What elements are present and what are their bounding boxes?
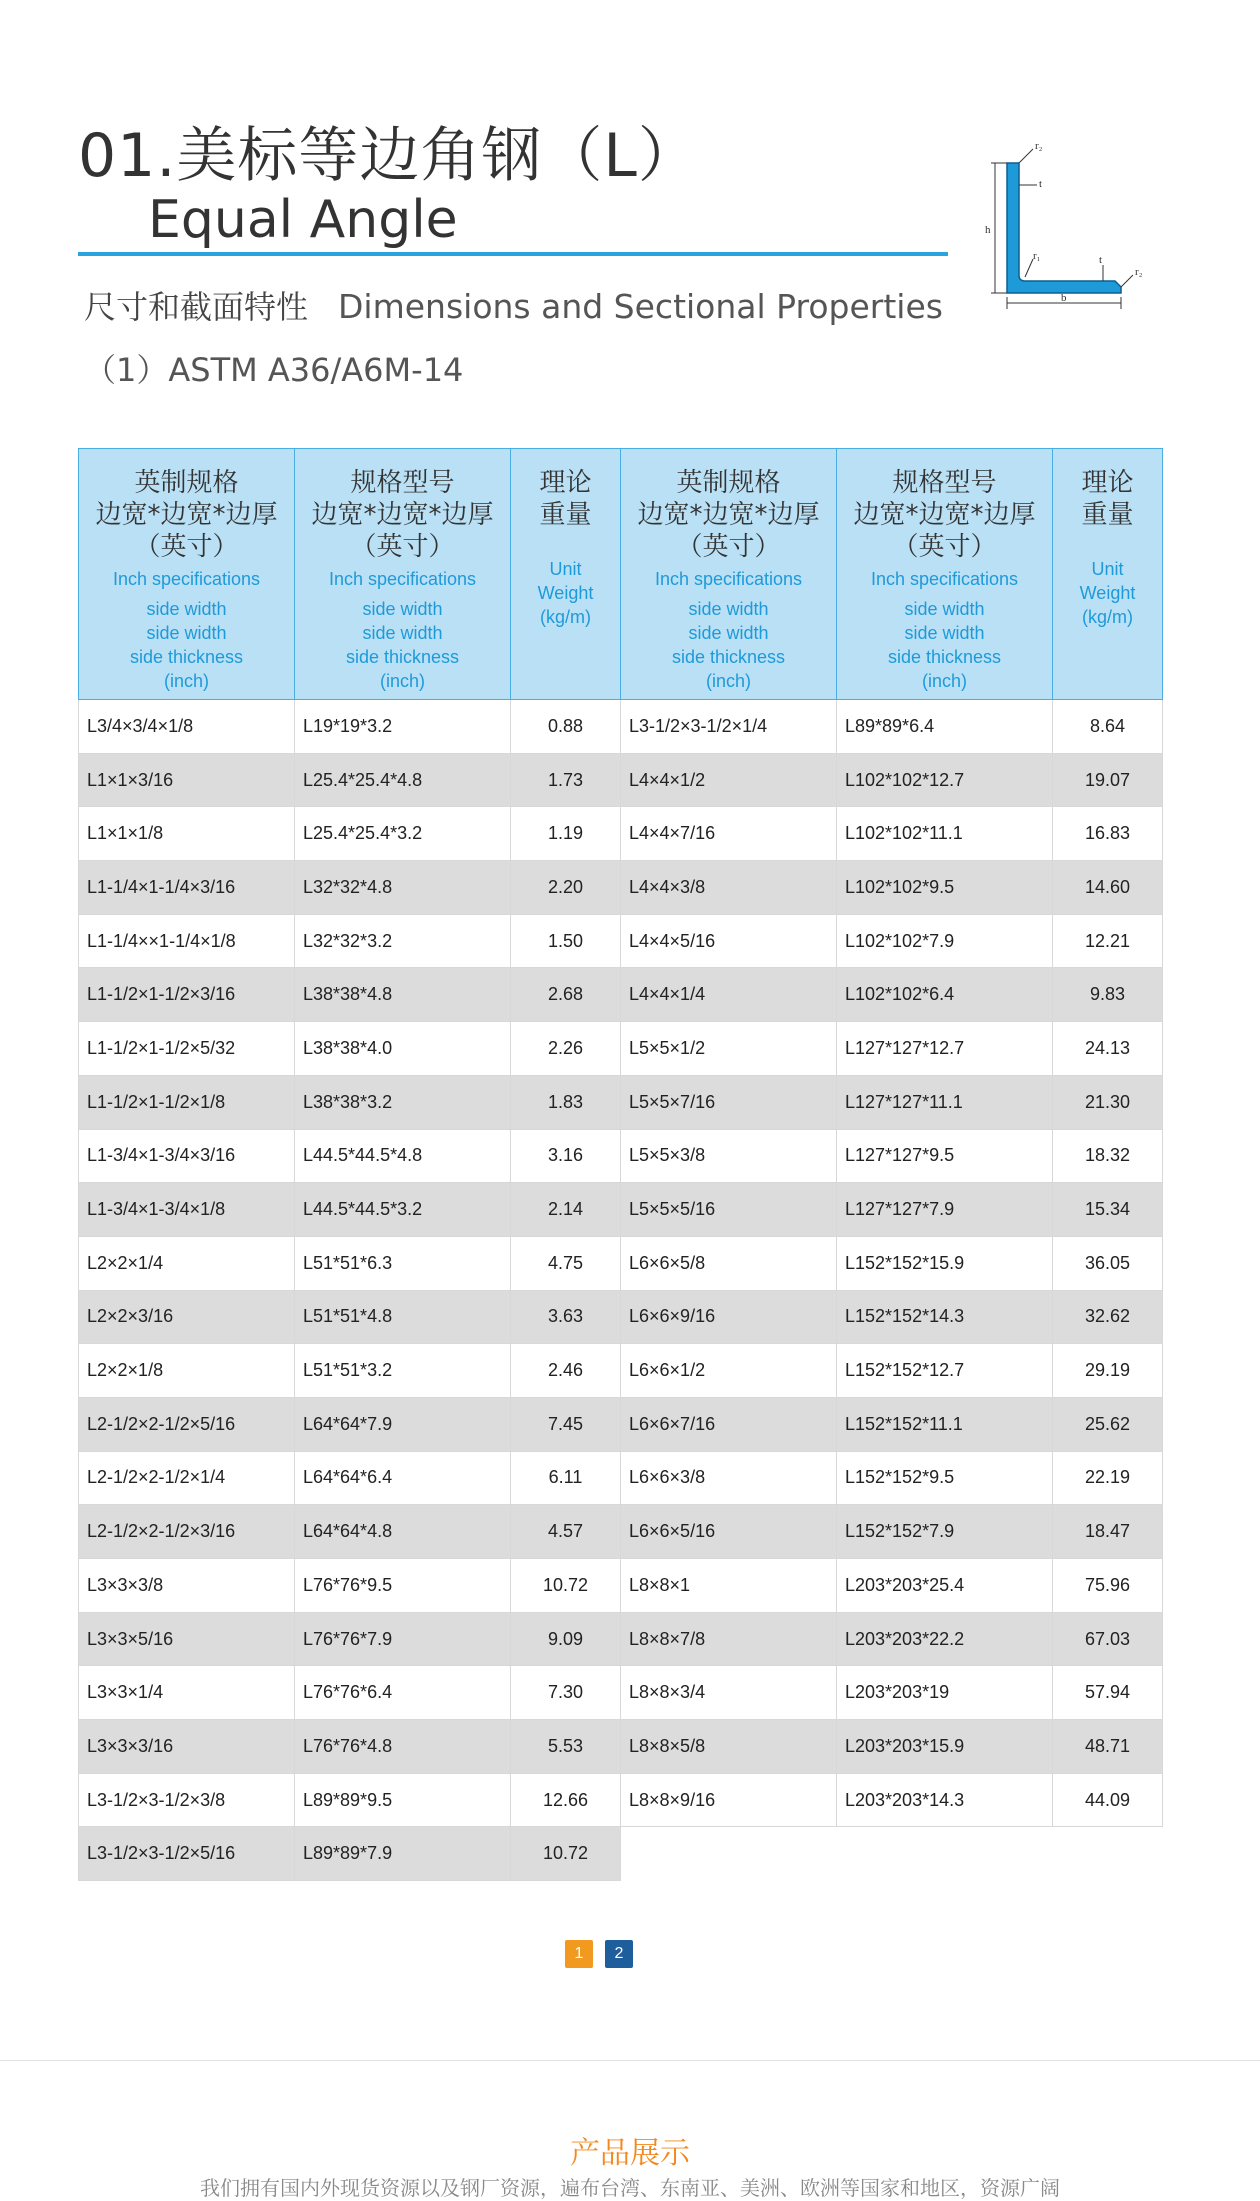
cell-weight: 5.53 <box>511 1720 621 1774</box>
cell-weight: 4.57 <box>511 1505 621 1559</box>
cell-spec: L6×6×7/16 <box>621 1397 837 1451</box>
cell-spec: L5×5×7/16 <box>621 1075 837 1129</box>
cell-spec: L3-1/2×3-1/2×1/4 <box>621 700 837 754</box>
diagram-label-r2: r₂ <box>1035 140 1043 152</box>
page-title-cn: 01.美标等边角钢（L） <box>78 121 699 191</box>
cell-weight: 9.09 <box>511 1612 621 1666</box>
cell-weight: 12.21 <box>1053 914 1163 968</box>
cell-weight: 16.83 <box>1053 807 1163 861</box>
cell-model: L44.5*44.5*3.2 <box>295 1183 511 1237</box>
cell-model: L102*102*7.9 <box>837 914 1053 968</box>
cell-weight: 29.19 <box>1053 1344 1163 1398</box>
cell-weight: 67.03 <box>1053 1612 1163 1666</box>
table-row <box>79 1451 1163 1505</box>
empty-cell <box>837 1827 1053 1881</box>
cell-weight: 36.05 <box>1053 1236 1163 1290</box>
table-row <box>79 1183 1163 1237</box>
table-row <box>79 1827 1163 1881</box>
cell-weight: 1.50 <box>511 914 621 968</box>
section-subtitle <box>84 282 943 328</box>
cell-weight: 19.07 <box>1053 753 1163 807</box>
header-weight: 理论 重量 Unit Weight (kg/m) <box>511 449 621 700</box>
cell-spec: L8×8×9/16 <box>621 1773 837 1827</box>
cell-spec: L8×8×1 <box>621 1559 837 1613</box>
cell-model: L76*76*6.4 <box>295 1666 511 1720</box>
cell-weight: 75.96 <box>1053 1559 1163 1613</box>
cell-spec: L2×2×1/4 <box>79 1236 295 1290</box>
cell-weight: 15.34 <box>1053 1183 1163 1237</box>
cell-weight: 2.14 <box>511 1183 621 1237</box>
cell-spec: L6×6×5/8 <box>621 1236 837 1290</box>
cell-weight: 3.16 <box>511 1129 621 1183</box>
cell-model: L32*32*4.8 <box>295 861 511 915</box>
cell-weight: 1.73 <box>511 753 621 807</box>
cell-model: L19*19*3.2 <box>295 700 511 754</box>
cell-model: L152*152*7.9 <box>837 1505 1053 1559</box>
empty-cell <box>621 1827 837 1881</box>
cell-spec: L8×8×3/4 <box>621 1666 837 1720</box>
table-row <box>79 1236 1163 1290</box>
spec-table <box>78 448 1163 1881</box>
cell-weight: 32.62 <box>1053 1290 1163 1344</box>
cell-weight: 24.13 <box>1053 1022 1163 1076</box>
products-section-title: 产品展示 <box>570 2136 690 2171</box>
cell-weight: 22.19 <box>1053 1451 1163 1505</box>
cell-spec: L1-1/2×1-1/2×3/16 <box>79 968 295 1022</box>
cell-model: L51*51*3.2 <box>295 1344 511 1398</box>
cell-model: L89*89*6.4 <box>837 700 1053 754</box>
cell-model: L76*76*9.5 <box>295 1559 511 1613</box>
cell-model: L127*127*11.1 <box>837 1075 1053 1129</box>
diagram-label-t2: t <box>1099 254 1103 266</box>
cell-model: L64*64*4.8 <box>295 1505 511 1559</box>
table-row <box>79 1612 1163 1666</box>
table-row <box>79 968 1163 1022</box>
cell-spec: L6×6×1/2 <box>621 1344 837 1398</box>
cell-model: L89*89*9.5 <box>295 1773 511 1827</box>
pagination <box>565 1940 633 1968</box>
cell-weight: 1.83 <box>511 1075 621 1129</box>
cell-weight: 1.19 <box>511 807 621 861</box>
cell-weight: 2.68 <box>511 968 621 1022</box>
cell-spec: L4×4×1/4 <box>621 968 837 1022</box>
cell-weight: 12.66 <box>511 1773 621 1827</box>
cell-spec: L3×3×3/16 <box>79 1720 295 1774</box>
table-row <box>79 1344 1163 1398</box>
cell-spec: L3-1/2×3-1/2×3/8 <box>79 1773 295 1827</box>
cell-weight: 2.26 <box>511 1022 621 1076</box>
cell-weight: 10.72 <box>511 1827 621 1881</box>
page-title-en: Equal Angle <box>148 190 458 250</box>
cell-weight: 2.46 <box>511 1344 621 1398</box>
cell-weight: 2.20 <box>511 861 621 915</box>
cell-model: L89*89*7.9 <box>295 1827 511 1881</box>
cell-spec: L8×8×5/8 <box>621 1720 837 1774</box>
cell-model: L102*102*12.7 <box>837 753 1053 807</box>
cell-spec: L3/4×3/4×1/8 <box>79 700 295 754</box>
cell-weight: 57.94 <box>1053 1666 1163 1720</box>
cell-model: L102*102*6.4 <box>837 968 1053 1022</box>
cell-model: L203*203*22.2 <box>837 1612 1053 1666</box>
cell-weight: 7.30 <box>511 1666 621 1720</box>
cell-spec: L6×6×3/8 <box>621 1451 837 1505</box>
cell-spec: L6×6×9/16 <box>621 1290 837 1344</box>
section-subtitle-en: Dimensions and Sectional Properties <box>338 287 943 326</box>
section-subtitle-cn: 尺寸和截面特性 <box>84 288 309 326</box>
cell-model: L152*152*12.7 <box>837 1344 1053 1398</box>
cell-weight: 14.60 <box>1053 861 1163 915</box>
cell-model: L38*38*4.8 <box>295 968 511 1022</box>
cell-spec: L2×2×3/16 <box>79 1290 295 1344</box>
cell-spec: L2-1/2×2-1/2×5/16 <box>79 1397 295 1451</box>
cell-spec: L1-1/4×1-1/4×3/16 <box>79 861 295 915</box>
cell-weight: 18.32 <box>1053 1129 1163 1183</box>
section-divider <box>0 2060 1260 2061</box>
cell-weight: 10.72 <box>511 1559 621 1613</box>
cell-model: L38*38*3.2 <box>295 1075 511 1129</box>
page-1-button[interactable]: 1 <box>565 1940 593 1968</box>
header-inch-spec-2: 英制规格 边宽*边宽*边厚 （英寸） Inch specifications side width side width side thickness (inch) <box>621 449 837 700</box>
cell-weight: 8.64 <box>1053 700 1163 754</box>
cell-spec: L1×1×1/8 <box>79 807 295 861</box>
cell-weight: 6.11 <box>511 1451 621 1505</box>
table-row <box>79 1290 1163 1344</box>
table-row <box>79 914 1163 968</box>
cell-weight: 7.45 <box>511 1397 621 1451</box>
table-header-row <box>79 449 1163 700</box>
table-row <box>79 1773 1163 1827</box>
cell-spec: L1×1×3/16 <box>79 753 295 807</box>
empty-cell <box>1053 1827 1163 1881</box>
cell-spec: L4×4×3/8 <box>621 861 837 915</box>
cell-model: L25.4*25.4*4.8 <box>295 753 511 807</box>
cell-spec: L1-3/4×1-3/4×3/16 <box>79 1129 295 1183</box>
cell-spec: L4×4×7/16 <box>621 807 837 861</box>
diagram-label-r1: r₁ <box>1033 250 1041 262</box>
header-model: 规格型号 边宽*边宽*边厚 （英寸） Inch specifications side width side width side thickness (inch) <box>295 449 511 700</box>
cell-model: L203*203*25.4 <box>837 1559 1053 1613</box>
cell-spec: L8×8×7/8 <box>621 1612 837 1666</box>
cell-model: L25.4*25.4*3.2 <box>295 807 511 861</box>
cell-model: L102*102*9.5 <box>837 861 1053 915</box>
table-row <box>79 1075 1163 1129</box>
table-row <box>79 753 1163 807</box>
cell-spec: L1-1/2×1-1/2×1/8 <box>79 1075 295 1129</box>
cell-spec: L4×4×5/16 <box>621 914 837 968</box>
cell-model: L76*76*7.9 <box>295 1612 511 1666</box>
cell-weight: 44.09 <box>1053 1773 1163 1827</box>
header-inch-spec: 英制规格 边宽*边宽*边厚 （英寸） Inch specifications side width side width side thickness (inch) <box>79 449 295 700</box>
table-row <box>79 1397 1163 1451</box>
table-row <box>79 807 1163 861</box>
cell-model: L102*102*11.1 <box>837 807 1053 861</box>
table-row <box>79 700 1163 754</box>
cell-weight: 48.71 <box>1053 1720 1163 1774</box>
standard-label: （1）ASTM A36/A6M-14 <box>84 351 464 389</box>
cell-model: L64*64*6.4 <box>295 1451 511 1505</box>
cell-spec: L1-1/2×1-1/2×5/32 <box>79 1022 295 1076</box>
diagram-label-h: h <box>985 224 991 236</box>
cell-model: L127*127*9.5 <box>837 1129 1053 1183</box>
cell-model: L203*203*15.9 <box>837 1720 1053 1774</box>
cell-weight: 18.47 <box>1053 1505 1163 1559</box>
cell-model: L51*51*4.8 <box>295 1290 511 1344</box>
cell-weight: 3.63 <box>511 1290 621 1344</box>
cell-spec: L4×4×1/2 <box>621 753 837 807</box>
cell-spec: L5×5×5/16 <box>621 1183 837 1237</box>
title-underline <box>78 252 948 256</box>
table-row <box>79 1559 1163 1613</box>
cell-spec: L3-1/2×3-1/2×5/16 <box>79 1827 295 1881</box>
cell-model: L64*64*7.9 <box>295 1397 511 1451</box>
header-model-2: 规格型号 边宽*边宽*边厚 （英寸） Inch specifications side width side width side thickness (inch) <box>837 449 1053 700</box>
cell-weight: 4.75 <box>511 1236 621 1290</box>
cell-spec: L5×5×1/2 <box>621 1022 837 1076</box>
table-row <box>79 1720 1163 1774</box>
cell-model: L203*203*19 <box>837 1666 1053 1720</box>
cell-model: L152*152*14.3 <box>837 1290 1053 1344</box>
cell-model: L51*51*6.3 <box>295 1236 511 1290</box>
cell-model: L152*152*11.1 <box>837 1397 1053 1451</box>
cell-model: L127*127*12.7 <box>837 1022 1053 1076</box>
diagram-label-t: t <box>1039 178 1043 190</box>
cell-spec: L1-3/4×1-3/4×1/8 <box>79 1183 295 1237</box>
cell-model: L38*38*4.0 <box>295 1022 511 1076</box>
cell-spec: L6×6×5/16 <box>621 1505 837 1559</box>
cell-weight: 21.30 <box>1053 1075 1163 1129</box>
cell-spec: L1-1/4××1-1/4×1/8 <box>79 914 295 968</box>
cell-weight: 25.62 <box>1053 1397 1163 1451</box>
diagram-label-r2b: r₂ <box>1135 266 1143 278</box>
header-weight-2: 理论 重量 Unit Weight (kg/m) <box>1053 449 1163 700</box>
cell-spec: L3×3×3/8 <box>79 1559 295 1613</box>
cell-spec: L2-1/2×2-1/2×1/4 <box>79 1451 295 1505</box>
table-row <box>79 1666 1163 1720</box>
table-row <box>79 1505 1163 1559</box>
cell-model: L44.5*44.5*4.8 <box>295 1129 511 1183</box>
cell-spec: L2-1/2×2-1/2×3/16 <box>79 1505 295 1559</box>
cell-model: L32*32*3.2 <box>295 914 511 968</box>
equal-angle-diagram <box>985 135 1160 315</box>
products-section-description: 我们拥有国内外现货资源以及钢厂资源，遍布台湾、东南亚、美洲、欧洲等国家和地区，资源广阔 <box>200 2176 1060 2200</box>
page-2-button[interactable]: 2 <box>605 1940 633 1968</box>
cell-weight: 9.83 <box>1053 968 1163 1022</box>
cell-weight: 0.88 <box>511 700 621 754</box>
cell-model: L203*203*14.3 <box>837 1773 1053 1827</box>
cell-model: L152*152*9.5 <box>837 1451 1053 1505</box>
table-row <box>79 1022 1163 1076</box>
cell-spec: L3×3×1/4 <box>79 1666 295 1720</box>
diagram-label-b: b <box>1061 292 1067 304</box>
table-row <box>79 861 1163 915</box>
table-row <box>79 1129 1163 1183</box>
cell-model: L127*127*7.9 <box>837 1183 1053 1237</box>
cell-spec: L2×2×1/8 <box>79 1344 295 1398</box>
cell-model: L76*76*4.8 <box>295 1720 511 1774</box>
cell-model: L152*152*15.9 <box>837 1236 1053 1290</box>
cell-spec: L3×3×5/16 <box>79 1612 295 1666</box>
cell-spec: L5×5×3/8 <box>621 1129 837 1183</box>
